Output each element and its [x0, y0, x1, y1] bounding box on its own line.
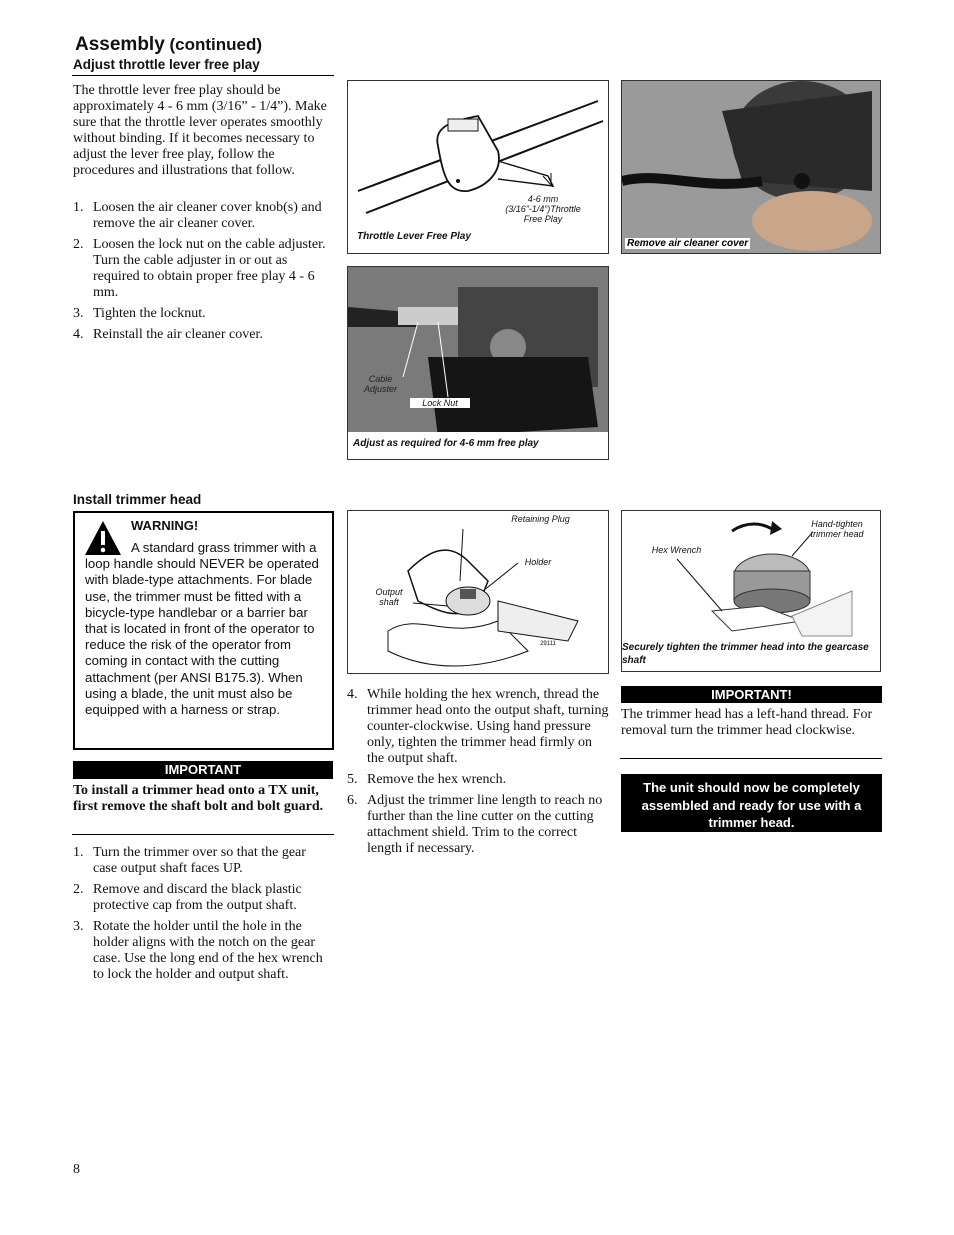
step-text: Remove and discard the black plastic protective cap from the output shaft. [93, 882, 302, 913]
label-retaining-plug: Retaining Plug [511, 514, 570, 524]
step-number: 1. [73, 200, 84, 215]
heading-rule [72, 75, 334, 76]
label-hand-tighten: Hand-tighten trimmer head [810, 519, 864, 539]
step-number: 5. [347, 772, 358, 787]
step-text: Remove the hex wrench. [367, 772, 507, 787]
air-cleaner-photo [622, 81, 880, 253]
list-item [73, 237, 331, 301]
step-number: 1. [73, 845, 84, 860]
figure-code: 29111 [540, 641, 556, 647]
step-number: 3. [73, 306, 84, 321]
important-rule [72, 834, 334, 835]
figure-caption: Throttle Lever Free Play [357, 231, 471, 242]
label-output-shaft: Output shaft [375, 587, 403, 607]
list-item [73, 845, 331, 877]
section-heading-throttle: Adjust throttle lever free play [73, 57, 260, 72]
step-text: Reinstall the air cleaner cover. [93, 327, 263, 342]
title-bold: Assembly [75, 34, 165, 55]
warning-title: WARNING! [131, 518, 199, 533]
figure-output-shaft [347, 510, 609, 674]
figure-air-cleaner [621, 80, 881, 254]
step-text: Tighten the locknut. [93, 306, 206, 321]
step-number: 2. [73, 882, 84, 897]
step-text: Rotate the holder until the hole in the holder aligns with the notch on the gear case. Use the long end of the hex wrench to lock the holder and output shaft. [93, 919, 323, 982]
important-text: To install a trimmer head onto a TX unit, first remove the shaft bolt and bolt guard. [73, 783, 324, 814]
title-rest: (continued) [164, 35, 263, 54]
figure-hex-wrench [621, 510, 881, 672]
trimmer-steps-b [347, 687, 609, 862]
label-hex-wrench: Hex Wrench [651, 545, 702, 555]
throttle-label: 4-6 mm (3/16”-1/4”)Throttle Free Play [505, 194, 581, 224]
step-number: 2. [73, 237, 84, 252]
warning-box [73, 511, 334, 750]
list-item [73, 327, 331, 343]
figure-throttle-lever [347, 80, 609, 254]
step-number: 3. [73, 919, 84, 934]
page-number: 8 [73, 1162, 80, 1177]
step-text: While holding the hex wrench, thread the trimmer head onto the output shaft, turning counter-clockwise. Using hand pressure only, tighten the trimmer head firmly on the output shaft. [367, 687, 609, 766]
figure-caption: Securely tighten the trimmer head into the gearcase shaft [622, 642, 869, 666]
warning-text: A standard grass trimmer with a loop handle should NEVER be operated with blade-type attachments. For blade use, the trimmer must be fitted with a bicycle-type handlebar or a barrier bar that is located in front of the operator to reduce the risk of the operator from coming in contact with the cutting attachment (per ANSI B175.3). When using a blade, the unit must also be equipped with a harness or strap. [85, 540, 319, 718]
important-text-2: The trimmer head has a left-hand thread. For removal turn the trimmer head clockwise. [621, 707, 873, 738]
list-item [73, 919, 331, 983]
final-note-box: The unit should now be completely assembled and ready for use with a trimmer head. [621, 774, 882, 832]
step-number: 4. [347, 687, 358, 702]
trimmer-steps-a [73, 845, 331, 988]
list-item [73, 200, 331, 232]
cable-adjuster-photo [348, 267, 608, 459]
label-lock-nut: Lock Nut [410, 398, 470, 408]
list-item [73, 882, 331, 914]
section-heading-trimmer: Install trimmer head [73, 492, 202, 507]
important-rule-2 [620, 758, 882, 759]
list-item [347, 772, 609, 788]
list-item [347, 793, 609, 857]
page-title [75, 34, 262, 56]
step-text: Loosen the lock nut on the cable adjuster. Turn the cable adjuster in or out as required to obtain proper free play 4 - 6 mm. [93, 237, 326, 300]
step-text: Turn the trimmer over so that the gear case output shaft faces UP. [93, 845, 306, 876]
label-cable-adjuster: Cable Adjuster [363, 374, 398, 394]
important-bar: IMPORTANT [73, 761, 333, 779]
figure-caption: Adjust as required for 4-6 mm free play [353, 438, 539, 449]
throttle-intro: The throttle lever free play should be approximately 4 - 6 mm (3/16” - 1/4”). Make sure that the throttle lever operates smoothly without binding. If it becomes necessary to adjust the lever free play, follow the procedures and illustrations that follow. [73, 83, 327, 178]
step-number: 6. [347, 793, 358, 808]
throttle-lever-illustration [348, 81, 608, 253]
list-item [73, 306, 331, 322]
important-bar-2: IMPORTANT! [621, 686, 882, 703]
step-number: 4. [73, 327, 84, 342]
throttle-steps [73, 200, 331, 348]
list-item [347, 687, 609, 767]
figure-cable-adjust [347, 266, 609, 460]
figure-caption: Remove air cleaner cover [627, 238, 749, 249]
step-text: Adjust the trimmer line length to reach no further than the line cutter on the cutting attachment shield. Trim to the correct length if necessary. [367, 793, 603, 856]
step-text: Loosen the air cleaner cover knob(s) and remove the air cleaner cover. [93, 200, 322, 231]
label-holder: Holder [524, 557, 552, 567]
